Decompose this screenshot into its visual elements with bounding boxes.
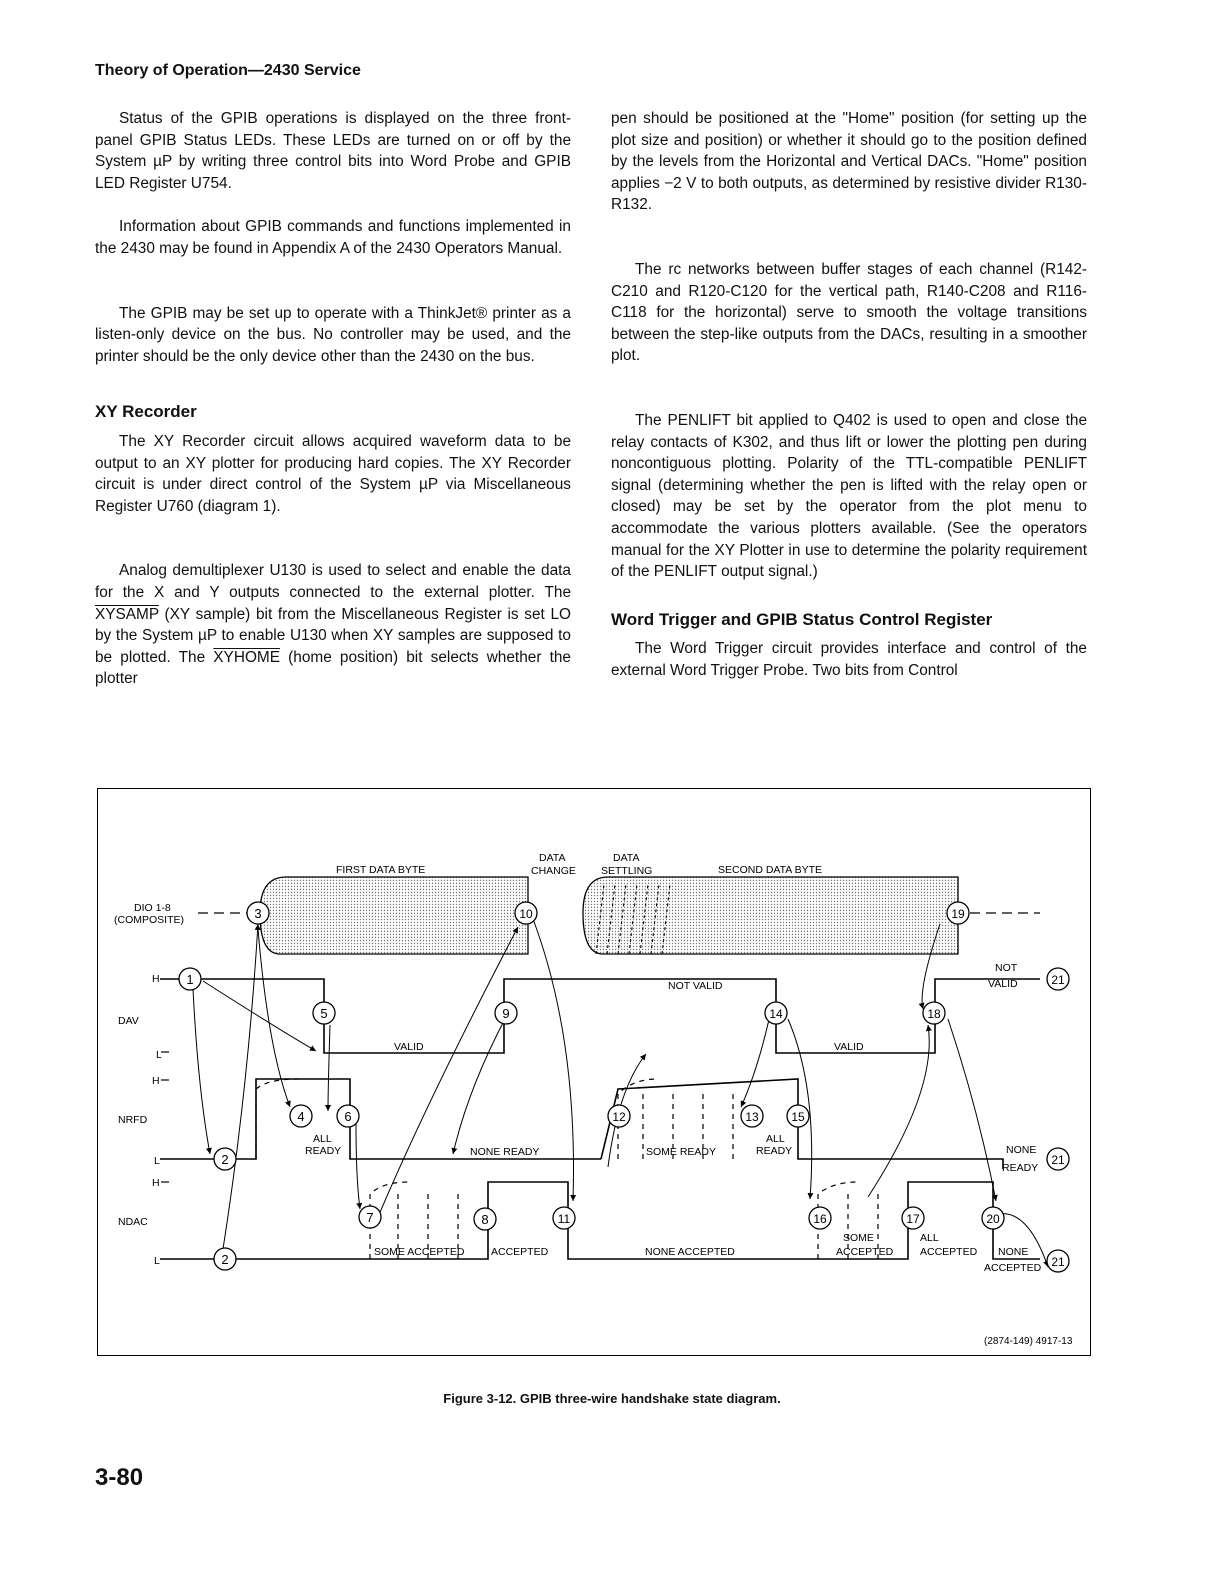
marker-label: 17 bbox=[906, 1212, 920, 1226]
state-marker-6 bbox=[337, 1105, 359, 1127]
marker-label: 8 bbox=[481, 1212, 489, 1227]
label-all-3: ALL bbox=[920, 1232, 939, 1244]
signal-xysamp: XYSAMP bbox=[95, 605, 159, 623]
state-marker-21a bbox=[1047, 968, 1069, 990]
label-none-2: NONE bbox=[998, 1246, 1029, 1258]
marker-label: 21 bbox=[1051, 1255, 1065, 1269]
marker-label: 2 bbox=[221, 1252, 229, 1267]
signal-xyhome: XYHOME bbox=[213, 648, 280, 666]
state-marker-19 bbox=[947, 902, 969, 924]
marker-label: 2 bbox=[221, 1152, 229, 1167]
state-marker-9 bbox=[495, 1002, 517, 1024]
text-run: Analog demultiplexer U130 is used to select and enable the data for the X and Y outputs connected to the external plotter. The bbox=[95, 562, 571, 601]
label-data-change-2: CHANGE bbox=[531, 865, 576, 877]
state-marker-11 bbox=[553, 1207, 575, 1229]
label-first-data-byte: FIRST DATA BYTE bbox=[336, 864, 426, 876]
label-dav-l: L bbox=[156, 1049, 162, 1061]
marker-label: 21 bbox=[1051, 1153, 1065, 1167]
label-all-2: ALL bbox=[766, 1133, 785, 1145]
marker-label: 15 bbox=[791, 1110, 805, 1124]
state-marker-3 bbox=[247, 902, 269, 924]
marker-label: 6 bbox=[344, 1109, 352, 1124]
state-marker-1 bbox=[179, 968, 201, 990]
paragraph-rc-networks: The rc networks between buffer stages of each channel (R142-C210 and R120-C120 for the vertical path, R140-C208 and R116-C118 for the horizontal) serve to smooth the voltage transitions between the step-like outputs from the DACs, resulting in a smoother plot. bbox=[611, 260, 1087, 365]
text-run: (XY sample) bit from the Miscellaneous Register is set LO by the System µP to enable U130 when XY samples are supposed to be plotted. The bbox=[95, 605, 571, 666]
label-none-1: NONE bbox=[1006, 1144, 1037, 1156]
heading-xy-recorder: XY Recorder bbox=[95, 402, 197, 422]
label-data-settling-1: DATA bbox=[613, 852, 640, 864]
marker-label: 21 bbox=[1051, 973, 1065, 987]
label-not: NOT bbox=[995, 962, 1018, 974]
left-column bbox=[95, 108, 571, 690]
marker-label: 16 bbox=[813, 1212, 827, 1226]
paragraph-penlift: The PENLIFT bit applied to Q402 is used to open and close the relay contacts of K302, and thus lift or lower the plotting pen during noncontiguous plotting. Polarity of the TTL-compatible PENLIFT signal (determining whether the pen is lifted with the relay open or closed) may be set by the operator from the plot menu to accommodate the various plotters available. (See the operators manual for the XY Plotter in use to determine the polarity requirement of the PENLIFT output signal.) bbox=[611, 411, 1087, 581]
label-accepted-2: ACCEPTED bbox=[836, 1246, 894, 1258]
paragraph-word-trigger: The Word Trigger circuit provides interface and control of the external Word Trigger Probe. Two bits from Control bbox=[611, 640, 1087, 679]
label-some-accepted: SOME ACCEPTED bbox=[374, 1246, 465, 1258]
marker-label: 20 bbox=[986, 1212, 1000, 1226]
label-data-change-1: DATA bbox=[539, 852, 566, 864]
label-dav-h: H bbox=[152, 973, 160, 985]
marker-label: 4 bbox=[297, 1109, 305, 1124]
text-run: (home position) bit selects whether the plotter bbox=[95, 648, 571, 688]
state-marker-2b bbox=[214, 1248, 236, 1270]
heading-word-trigger: Word Trigger and GPIB Status Control Register bbox=[611, 609, 993, 629]
state-marker-18 bbox=[923, 1002, 945, 1024]
dio-first-byte bbox=[260, 877, 528, 954]
page-number: 3-80 bbox=[95, 1464, 144, 1491]
marker-label: 3 bbox=[254, 906, 262, 921]
marker-label: 13 bbox=[745, 1110, 759, 1124]
paragraph-gpib-status: Status of the GPIB operations is displayed on the three front-panel GPIB Status LEDs. These LEDs are turned on or off by the System µP by writing three control bits into Word Probe and GPIB LED Register U754. bbox=[95, 110, 571, 192]
label-dio-2: (COMPOSITE) bbox=[114, 914, 184, 926]
label-ndac: NDAC bbox=[118, 1216, 148, 1228]
state-marker-8 bbox=[474, 1208, 496, 1230]
label-ready-1: READY bbox=[305, 1145, 342, 1157]
state-marker-17 bbox=[902, 1207, 924, 1229]
label-none-ready: NONE READY bbox=[470, 1146, 540, 1158]
paragraph-thinkjet: The GPIB may be set up to operate with a ThinkJet® printer as a listen-only device on the bus. No controller may be used, and the printer should be the only device other than the 2430 on the bus. bbox=[95, 304, 571, 365]
paragraph-xy-recorder: The XY Recorder circuit allows acquired waveform data to be output to an XY plotter for producing hard copies. The XY Recorder circuit is under direct control of the System µP via Miscellaneous Register U760 (diagram 1). bbox=[95, 432, 571, 515]
state-marker-21b bbox=[1047, 1148, 1069, 1170]
state-marker-10 bbox=[515, 902, 537, 924]
marker-label: 19 bbox=[951, 907, 965, 921]
label-nrfd: NRFD bbox=[118, 1114, 148, 1126]
state-marker-2a bbox=[214, 1148, 236, 1170]
state-marker-5 bbox=[313, 1002, 335, 1024]
state-marker-15 bbox=[787, 1105, 809, 1127]
state-marker-13 bbox=[741, 1105, 763, 1127]
marker-label: 1 bbox=[186, 972, 194, 987]
marker-label: 12 bbox=[612, 1110, 626, 1124]
figure-code: (2874-149) 4917-13 bbox=[984, 1336, 1073, 1347]
label-not-valid-short: VALID bbox=[988, 978, 1018, 990]
label-none-accepted: NONE ACCEPTED bbox=[645, 1246, 735, 1258]
figure-caption: Figure 3-12. GPIB three-wire handshake state diagram. bbox=[443, 1391, 781, 1406]
dav-waveform bbox=[160, 979, 1040, 1053]
label-data-settling-2: SETTLING bbox=[601, 865, 653, 877]
label-accepted-3: ACCEPTED bbox=[920, 1246, 978, 1258]
label-dio-1: DIO 1-8 bbox=[134, 902, 171, 914]
dio-second-byte bbox=[583, 877, 958, 954]
label-some-ready: SOME READY bbox=[646, 1146, 717, 1158]
state-marker-14 bbox=[765, 1002, 787, 1024]
label-ready-3: READY bbox=[1002, 1162, 1039, 1174]
diagram-svg bbox=[98, 789, 1092, 1357]
label-accepted-4: ACCEPTED bbox=[984, 1262, 1042, 1274]
label-ready-2: READY bbox=[756, 1145, 793, 1157]
label-ndac-h: H bbox=[152, 1177, 160, 1189]
state-marker-20 bbox=[982, 1207, 1004, 1229]
state-marker-21c bbox=[1047, 1250, 1069, 1272]
label-nrfd-l: L bbox=[154, 1155, 160, 1167]
handshake-diagram bbox=[97, 788, 1091, 1356]
label-second-data-byte: SECOND DATA BYTE bbox=[718, 864, 823, 876]
marker-label: 11 bbox=[557, 1212, 571, 1226]
label-not-valid: NOT VALID bbox=[668, 980, 723, 992]
right-column bbox=[611, 108, 1087, 681]
running-head: Theory of Operation—2430 Service bbox=[95, 62, 361, 79]
paragraph-home-position: pen should be positioned at the "Home" position (for setting up the plot size and position) or whether it should go to the position defined by the levels from the Horizontal and Vertical DACs. "Home" position applies −2 V to both outputs, as determined by resistive divider R130-R132. bbox=[611, 110, 1087, 214]
label-accepted-1: ACCEPTED bbox=[491, 1246, 549, 1258]
marker-label: 10 bbox=[519, 907, 533, 921]
state-marker-12 bbox=[608, 1105, 630, 1127]
marker-label: 5 bbox=[320, 1006, 328, 1021]
marker-label: 14 bbox=[769, 1007, 783, 1021]
label-all-1: ALL bbox=[313, 1133, 332, 1145]
marker-label: 18 bbox=[927, 1007, 941, 1021]
label-some: SOME bbox=[843, 1232, 874, 1244]
state-marker-16 bbox=[809, 1207, 831, 1229]
paragraph-gpib-info: Information about GPIB commands and functions implemented in the 2430 may be found in Appendix A of the 2430 Operators Manual. bbox=[95, 218, 571, 257]
label-ndac-l: L bbox=[154, 1255, 160, 1267]
marker-label: 7 bbox=[366, 1210, 374, 1225]
label-nrfd-h: H bbox=[152, 1075, 160, 1087]
label-dav: DAV bbox=[118, 1015, 139, 1027]
label-valid-1: VALID bbox=[394, 1041, 424, 1053]
state-marker-7 bbox=[359, 1206, 381, 1228]
state-marker-4 bbox=[290, 1105, 312, 1127]
label-valid-2: VALID bbox=[834, 1041, 864, 1053]
paragraph-demultiplexer bbox=[95, 560, 571, 690]
marker-label: 9 bbox=[502, 1006, 510, 1021]
